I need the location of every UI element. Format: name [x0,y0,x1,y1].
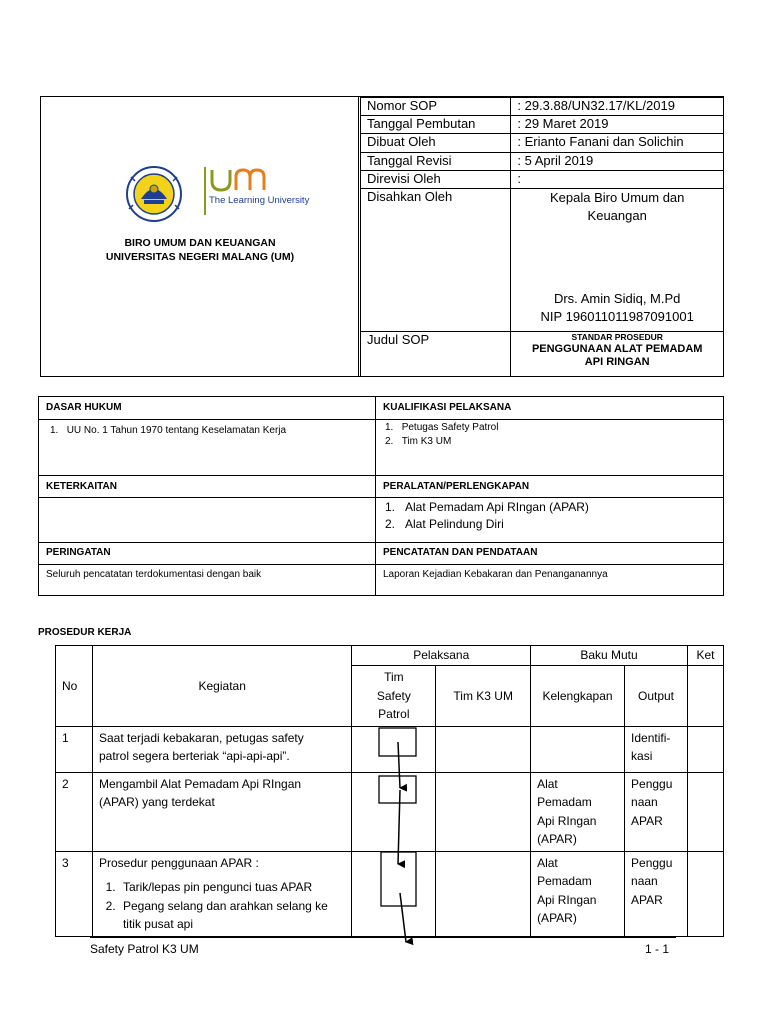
sop-title-small: STANDAR PROSEDUR [571,332,663,342]
kualifikasi-item-1: 1. Petugas Safety Patrol [385,422,499,433]
kelengkapan-line: Pemadam [537,795,592,809]
flowchart-step-1-box [379,728,416,756]
peralatan-item-2: 2. Alat Pelindung Diri [385,517,504,531]
header-line: Tim [384,670,404,684]
output-line: APAR [631,892,663,907]
dasar-hukum-item-1: 1. UU No. 1 Tahun 1970 tentang Keselamatan Kerja [50,425,287,436]
prosedur-kerja-title: PROSEDUR KERJA [38,627,132,638]
footer-left-text: Safety Patrol K3 UM [90,942,199,956]
output-line: APAR [631,813,663,828]
kelengkapan-line: Api RIngan [537,813,597,828]
col-ket-header: Ket [687,646,723,666]
row-no: 1 [56,726,93,772]
output-line: naan [631,874,658,888]
col-kelengkapan-header: Kelengkapan [531,666,625,727]
pencatatan-heading: PENCATATAN DAN PENDATAAN [383,547,538,558]
kegiatan-line: Saat terjadi kebakaran, petugas safety [98,730,304,745]
peralatan-item-1: 1. Alat Pemadam Api RIngan (APAR) [385,500,589,514]
output-line: Identifi- [631,730,671,745]
approver-title-line2: Keuangan [587,208,647,223]
meta-label: Direvisi Oleh [361,171,511,189]
meta-value: : Erianto Fanani dan Solichin [511,134,724,153]
dasar-hukum-text: UU No. 1 Tahun 1970 tentang Keselamatan Kerja [66,425,287,436]
output-line: kasi [631,749,653,763]
kegiatan-step: 2. Pegang selang dan arahkan selang ke titik pusat api [119,897,345,934]
kegiatan-line: (APAR) yang terdekat [98,795,215,809]
dasar-hukum-heading: DASAR HUKUM [46,402,122,413]
kelengkapan-line: Pemadam [537,874,592,888]
col-pelaksana-header: Pelaksana [352,646,531,666]
um-tagline-text: The Learning University [209,195,310,206]
col-baku-mutu-header: Baku Mutu [531,646,688,666]
col-output-header: Output [625,666,688,727]
pencatatan-text: Laporan Kejadian Kebakaran dan Penanganannya [383,569,608,580]
kelengkapan-line: (APAR) [537,832,577,846]
kelengkapan-line: Api RIngan [537,892,597,907]
flowchart-step-2-box [379,776,416,803]
kualifikasi-text: Petugas Safety Patrol [401,422,499,433]
output-line: Penggu [631,855,673,870]
kegiatan-line: Prosedur penggunaan APAR : [98,855,259,870]
meta-label: Tanggal Revisi [361,153,511,171]
kelengkapan-line: Alat [537,776,558,791]
meta-label: Disahkan Oleh [361,189,511,332]
meta-label: Nomor SOP [361,98,511,116]
output-line: Penggu [631,776,673,791]
approver-name: Drs. Amin Sidiq, M.Pd [553,291,681,306]
kegiatan-line: patrol segera berteriak “api-api-api”. [98,749,290,763]
org-name-line1: BIRO UMUM DAN KEUANGAN [124,237,276,249]
meta-value: : 29 Maret 2019 [511,116,724,134]
kualifikasi-item-2: 2. Tim K3 UM [385,436,452,447]
col-tim-k3-header: Tim K3 UM [436,666,531,727]
output-line: naan [631,795,658,809]
meta-label: Judul SOP [361,332,511,377]
approver-title-line1: Kepala Biro Umum dan [549,190,685,205]
meta-value: : 29.3.88/UN32.17/KL/2019 [511,98,724,116]
kegiatan-line: Mengambil Alat Pemadam Api RIngan [98,776,302,791]
row-no: 2 [56,772,93,851]
peringatan-heading: PERINGATAN [46,547,111,558]
meta-value: : [511,171,724,189]
col-kegiatan-header: Kegiatan [92,646,351,727]
sop-title-line2: API RINGAN [584,356,650,368]
org-name-line2: UNIVERSITAS NEGERI MALANG (UM) [105,251,295,263]
col-no-header: No [56,646,93,727]
header-line: Safety [376,688,411,703]
footer-divider [90,937,676,938]
kualifikasi-heading: KUALIFIKASI PELAKSANA [383,402,512,413]
kualifikasi-text: Tim K3 UM [401,436,452,447]
header-line: Patrol [378,707,410,721]
peringatan-text: Seluruh pencatatan terdokumentasi dengan baik [46,569,262,580]
row-no: 3 [56,851,93,936]
meta-label: Tanggal Pembutan [361,116,511,134]
footer-page-number: 1 - 1 [645,942,670,956]
approver-nip: NIP 196011011987091001 [540,309,694,324]
peralatan-text: Alat Pemadam Api RIngan (APAR) [405,500,589,514]
keterkaitan-heading: KETERKAITAN [46,481,117,492]
meta-label: Dibuat Oleh [361,134,511,153]
kelengkapan-line: Alat [537,855,558,870]
peralatan-text: Alat Pelindung Diri [405,517,504,531]
peralatan-heading: PERALATAN/PERLENGKAPAN [383,481,530,492]
sop-title-line1: PENGGUNAAN ALAT PEMADAM [531,343,703,355]
kelengkapan-line: (APAR) [537,911,577,925]
kegiatan-step: 1. Tarik/lepas pin pengunci tuas APAR [119,878,345,897]
meta-value: : 5 April 2019 [511,153,724,171]
